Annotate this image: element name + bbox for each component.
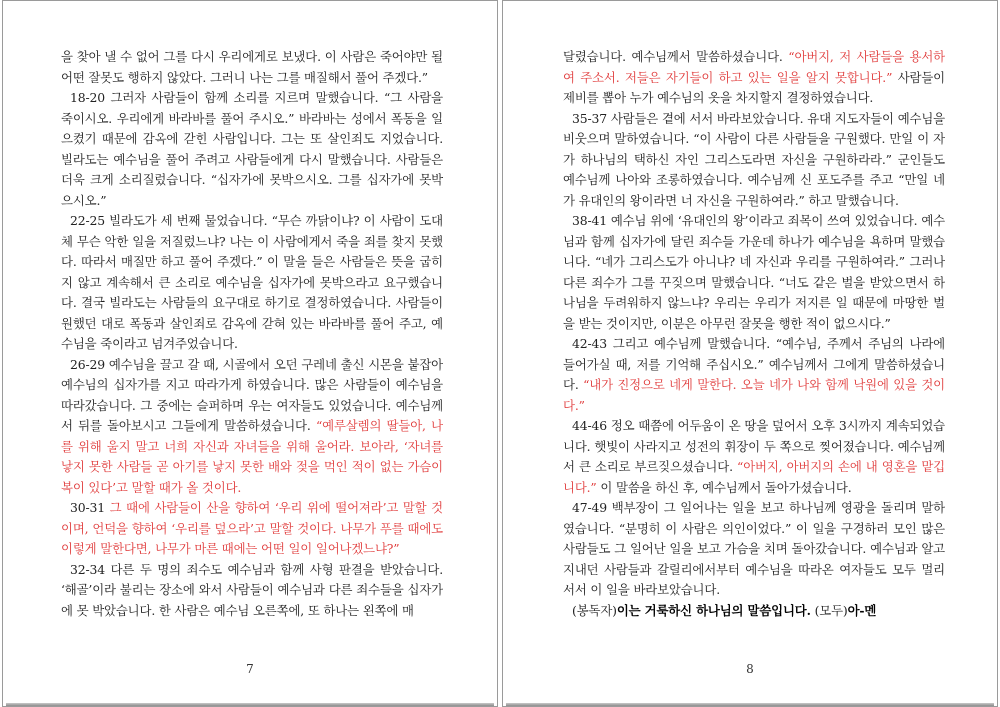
jesus-words-text: 그 때에 사람들이 산을 향하여 ‘우리 위에 떨어져라’고 말할 것이며, 언덕을 향하여 ‘우리를 덮으라’고 말할 것이다. 나무가 푸를 때에도 이렇게 말한다면, 나무가 마른 때에는 어떤 일이 일어나겠느냐?” [61, 500, 443, 556]
left-page [2, 0, 498, 707]
paragraph: 을 찾아 낼 수 없어 그를 다시 우리에게로 보냈다. 이 사람은 죽어야만 될 어떤 잘못도 행하지 않았다. 그러니 나는 그를 매질해서 풀어 주겠다.” [61, 49, 443, 85]
jesus-words-text: “아버지, 저 사람들을 용서하여 주소서. 저들은 자기들이 하고 있는 일을 알지 못합니다.” [563, 49, 946, 85]
verse-number: 30-31 [70, 500, 110, 515]
right-page [502, 0, 998, 707]
jesus-words-text: “예루살렘의 딸들아, 나를 위해 울지 말고 너희 자신과 자녀들을 위해 울어라. 보아라, ‘자녀를 낳지 못한 사람들 곧 아기를 낳지 못한 배와 젖을 먹인 적이 없는 가슴이 복이 있다’고 말할 때가 올 것이다. [61, 418, 443, 495]
paragraph: 18-20 그러자 사람들이 함께 소리를 지르며 말했습니다. “그 사람을 죽이시오. 우리에게 바라바를 풀어 주시오.” 바라바는 성에서 폭동을 일으켰기 때문에 감옥에 갇힌 사람입니다. 그는 또 살인죄도 지었습니다. 빌라도는 예수님을 풀어 주려고 사람들에게 다시 말했습니다. 사람들은 더욱 크게 소리질렀습니다. “십자가에 못박으시오. 그를 십자가에 못박으시오.” [61, 90, 443, 208]
page-number: 8 [746, 662, 754, 676]
congregation-label: (모두) [810, 602, 848, 618]
jesus-words-text: “아버지, 아버지의 손에 내 영혼을 맡깁니다.” [563, 459, 945, 495]
right-page-text [563, 47, 945, 621]
paragraph: 38-41 예수님 위에 ‘유대인의 왕’이라고 죄목이 쓰여 있었습니다. 예수님과 함께 십자가에 달린 죄수들 가운데 하나가 예수님을 욕하며 말했습니다. “네가 그리스도가 아니냐? 네 자신과 우리를 구원하여라.” 그러나 다른 죄수가 그를 꾸짖으며 말했습니다. “너도 같은 벌을 받았으면서 하나님을 두려워하지 않느냐? 우리는 우리가 저지른 일 때문에 마땅한 벌을 받는 것이지만, 이분은 아무런 잘못을 행한 적이 없으시다.” [563, 213, 945, 331]
paragraph [563, 416, 945, 498]
narration-text: 26-29 예수님을 끌고 갈 때, 시골에서 오던 구레네 출신 시몬을 붙잡아 예수님의 십자가를 지고 따라가게 하였습니다. 많은 사람들이 예수님을 따라갔습니다. 그 중에는 슬퍼하며 우는 여자들도 있었습니다. 예수님께서 뒤를 돌아보시고 그들에게 말씀하셨습니다. [61, 356, 443, 433]
narration-text: 44-46 정오 때쯤에 어두움이 온 땅을 덮어서 오후 3시까지 계속되었습니다. 햇빛이 사라지고 성전의 휘장이 두 쪽으로 찢어졌습니다. 예수님께서 큰 소리로 부르짖으셨습니다. [563, 418, 945, 474]
paragraph [61, 498, 443, 560]
narration-text: 이 말씀을 하신 후, 예수님께서 돌아가셨습니다. [596, 479, 852, 495]
paragraph: 22-25 빌라도가 세 번째 물었습니다. “무슨 까닭이냐? 이 사람이 도대체 무슨 악한 일을 저질렀느냐? 나는 이 사람에게서 죽을 죄를 찾지 못했다. 따라서 매질만 하고 풀어 주겠다.” 이 말을 들은 사람들은 뜻을 굽히지 않고 계속해서 큰 소리로 예수님을 십자가에 못박으라고 요구했습니다. 결국 빌라도는 사람들의 요구대로 하기로 결정하였습니다. 사람들이 원했던 대로 폭동과 살인죄로 감옥에 갇혀 있는 바라바를 풀어 주고, 예수님을 죽이라고 넘겨주었습니다. [61, 213, 443, 351]
paragraph: 35-37 사람들은 곁에 서서 바라보았습니다. 유대 지도자들이 예수님을 비웃으며 말하였습니다. “이 사람이 다른 사람들을 구원했다. 만일 이 자가 하나님의 택하신 자인 그리스도라면 자신을 구원하라라.” 군인들도 예수님께 나아와 조롱하였습니다. 예수님께 신 포도주를 주고 “만일 네가 유대인의 왕이라면 너 자신을 구원하여라.” 하고 말했습니다. [563, 110, 945, 208]
jesus-words-text: “내가 진정으로 네게 말한다. 오늘 네가 나와 함께 낙원에 있을 것이다.” [563, 377, 945, 413]
narration-text: 42-43 그리고 예수님께 말했습니다. “예수님, 주께서 주님의 나라에 들어가실 때, 저를 기억해 주십시오.” 예수님께서 그에게 말씀하셨습니다. [563, 336, 945, 392]
congregation-response: 아-멘 [847, 602, 877, 618]
narration-text: 달렸습니다. 예수님께서 말씀하셨습니다. [563, 49, 789, 64]
reader-proclamation: 이는 거룩하신 하나님의 말씀입니다. [616, 602, 811, 618]
page-number: 7 [246, 662, 254, 676]
narration-text: 사람들이 제비를 뽑아 누가 예수님의 옷을 차지할지 결정하였습니다. [563, 69, 945, 105]
paragraph: 47-49 백부장이 그 일어나는 일을 보고 하나님께 영광을 돌리며 말하였습니다. “분명히 이 사람은 의인이었다.” 이 일을 구경하러 모인 많은 사람들도 그 일어난 일을 보고 가슴을 치며 돌아갔습니다. 예수님과 알고 지내던 사람들과 갈릴리에서부터 예수님을 따라온 여자들도 모두 멀리 서서 이 일을 바라보았습니다. [563, 500, 945, 597]
left-page-text [61, 47, 443, 621]
closing-responsive [563, 601, 945, 622]
paragraph [563, 47, 945, 109]
paragraph [61, 355, 443, 499]
paragraph: 32-34 다른 두 명의 죄수도 예수님과 함께 사형 판결을 받았습니다. ‘해골’이라 불리는 장소에 와서 사람들이 예수님과 다른 죄수들을 십자가에 못 박았습니다. 한 사람은 예수님 오른쪽에, 또 하나는 왼쪽에 매 [61, 561, 443, 618]
paragraph [563, 334, 945, 416]
reader-label: (봉독자) [572, 602, 617, 618]
